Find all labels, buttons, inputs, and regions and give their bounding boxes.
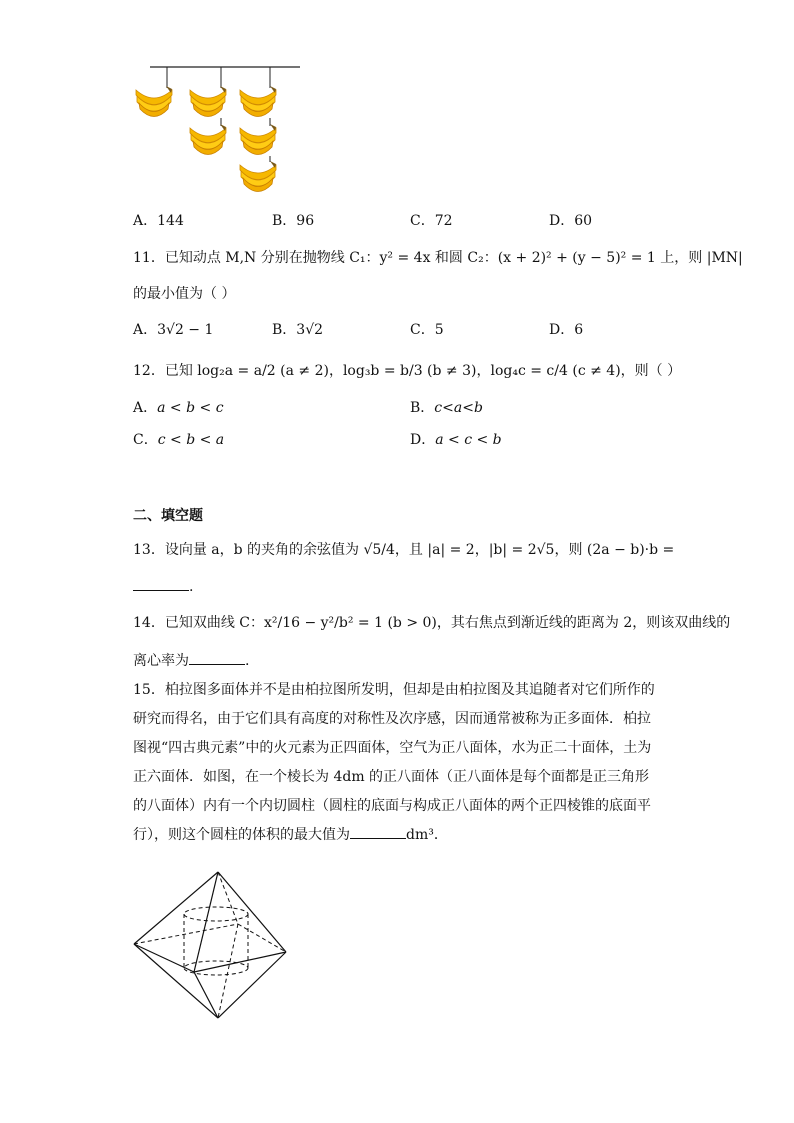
q10-option-c[interactable]: C．72 [410,213,453,229]
octahedron-diagram [130,868,290,1023]
q12-option-a[interactable]: A．a < b < c [133,400,224,416]
q13-stem: 13．设向量 a，b 的夹角的余弦值为 √5/4，且 |a| = 2，|b| = 2√5，则 (2a − b)·b = [133,542,675,558]
q12-option-c[interactable]: C．c < b < a [133,432,225,448]
q14-stem-line2: 离心率为 . [133,650,249,671]
q14-stem-line1: 14．已知双曲线 C：x²/16 − y²/b² = 1 (b > 0)，其右焦点到渐近线的距离为 2，则该双曲线的 [133,615,731,631]
q13-answer-blank[interactable] [133,576,189,591]
banana-bunch-4 [190,124,226,155]
q13-answer-line: . [133,576,193,597]
banana-diagram [130,60,305,200]
banana-bunch-3 [240,86,276,117]
q10-option-a[interactable]: A．144 [133,213,184,229]
q11-option-d[interactable]: D．6 [549,322,584,338]
section-fill-in-blank-heading: 二、填空题 [133,508,203,524]
banana-bunch-1 [136,86,172,117]
q11-stem-line2: 的最小值为（ ） [133,286,236,302]
q10-option-d[interactable]: D．60 [549,213,593,229]
q15-stem: 15．柏拉图多面体并不是由柏拉图所发明，但却是由柏拉图及其追随者对它们所作的研究而得名，由于它们具有高度的对称性及次序感，因而通常被称为正多面体．柏拉图视“四古典元素”中的火元素为正四面体，空气为正八面体，水为正二十面体，土为正六面体．如图，在一个棱长为 4dm 的正八面体（正八面体是每个面都是正三角形的八面体）内有一个内切圆柱（圆柱的底面与构成正八面体的两个正四棱锥的底面平行），则这个圆柱的体积的最大值为 dm³． [133,682,655,843]
q12-option-b[interactable]: B．c<a<b [410,400,483,416]
q14-answer-blank[interactable] [189,650,245,665]
banana-bunch-5 [240,124,276,155]
q12-stem: 12．已知 log₂a = a/2 (a ≠ 2)，log₃b = b/3 (b ≠ 3)，log₄c = c/4 (c ≠ 4)，则（ ） [133,363,682,379]
q10-option-b[interactable]: B．96 [272,213,315,229]
octahedron-figure [130,868,290,1023]
q15-answer-blank[interactable] [350,824,406,839]
q11-option-b[interactable]: B．3√2 [272,322,324,338]
q12-option-d[interactable]: D．a < c < b [410,432,502,448]
q11-option-c[interactable]: C．5 [410,322,444,338]
q11-stem-line1: 11．已知动点 M,N 分别在抛物线 C₁：y² = 4x 和圆 C₂：(x + 2)² + (y − 5)² = 1 上，则 |MN| [133,250,743,266]
q11-option-a[interactable]: A．3√2 − 1 [133,322,214,338]
banana-bunch-2 [190,86,226,117]
banana-bunch-6 [240,161,276,192]
banana-figure [130,60,305,200]
